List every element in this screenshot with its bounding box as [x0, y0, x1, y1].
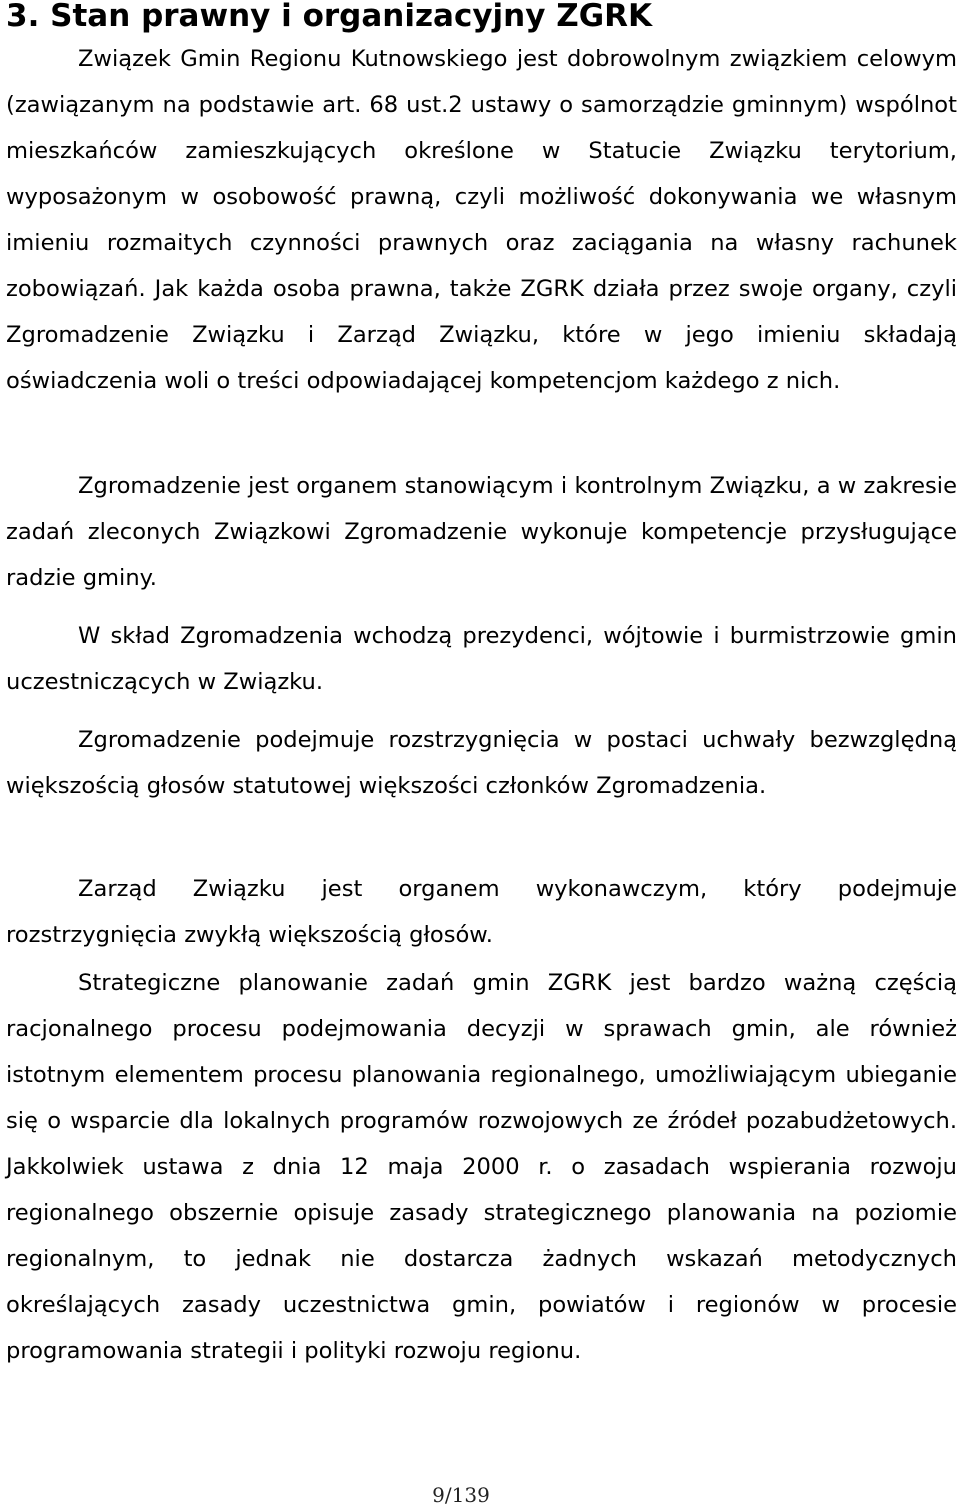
- paragraph-legal-status: Związek Gmin Regionu Kutnowskiego jest dobrowolnym związkiem celowym (zawiązanym na podstawie art. 68 ust.2 ustawy o samorządzie gminnym) wspólnot mieszkańców zamieszkujących określone w Statucie Związku terytorium, wyposażonym w osobowość prawną, czyli możliwość dokonywania we własnym imieniu rozmaitych czynności prawnych oraz zaciągania na własny rachunek zobowiązań. Jak każda osoba prawna, także ZGRK działa przez swoje organy, czyli Zgromadzenie Związku i Zarząd Związku, które w jego imieniu składają oświadczenia woli o treści odpowiadającej kompetencjom każdego z nich.: [6, 46, 957, 394]
- paragraph-assembly-members: W skład Zgromadzenia wchodzą prezydenci, wójtowie i burmistrzowie gmin uczestniczących w Związku.: [6, 623, 957, 695]
- paragraph-assembly-role: Zgromadzenie jest organem stanowiącym i kontrolnym Związku, a w zakresie zadań zleconych Związkowi Zgromadzenie wykonuje kompetencje przysługujące radzie gminy.: [6, 473, 957, 591]
- paragraph-assembly-resolutions: Zgromadzenie podejmuje rozstrzygnięcia w postaci uchwały bezwzględną większością głosów statutowej większości członków Zgromadzenia.: [6, 727, 957, 799]
- section-heading: 3. Stan prawny i organizacyjny ZGRK: [6, 0, 653, 34]
- paragraph-board-role: Zarząd Związku jest organem wykonawczym, który podejmuje rozstrzygnięcia zwykłą większością głosów.: [6, 876, 957, 948]
- page-number: 9/139: [432, 1483, 490, 1507]
- paragraph-strategic-planning: Strategiczne planowanie zadań gmin ZGRK jest bardzo ważną częścią racjonalnego procesu podejmowania decyzji w sprawach gmin, ale również istotnym elementem procesu planowania regionalnego, umożliwiającym ubieganie się o wsparcie dla lokalnych programów rozwojowych ze źródeł pozabudżetowych. Jakkolwiek ustawa z dnia 12 maja 2000 r. o zasadach wspierania rozwoju regionalnego obszernie opisuje zasady strategicznego planowania na poziomie regionalnym, to jednak nie dostarcza żadnych wskazań metodycznych określających zasady uczestnictwa gmin, powiatów i regionów w procesie programowania strategii i polityki rozwoju regionu.: [6, 970, 957, 1364]
